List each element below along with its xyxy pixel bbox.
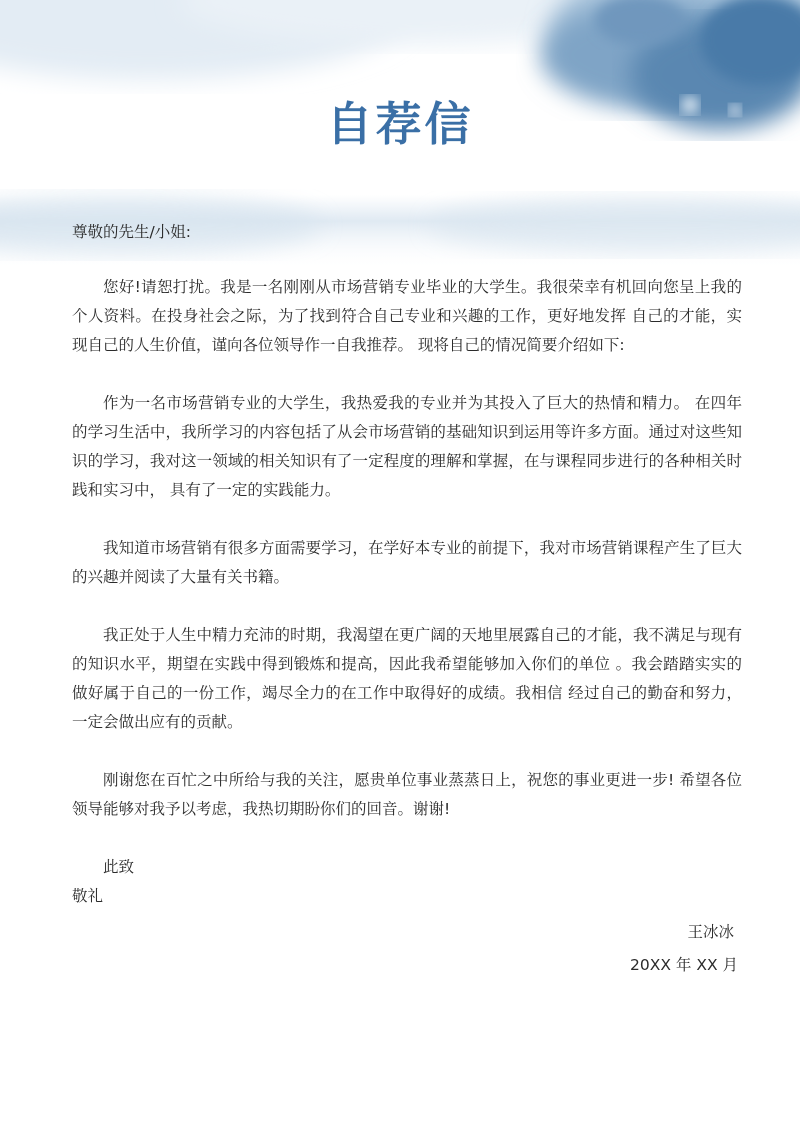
paragraph-interest: 我知道市场营销有很多方面需要学习，在学好本专业的前提下，我对市场营销课程产生了巨大的兴趣并阅读了大量有关书籍。 bbox=[72, 539, 742, 586]
letter-body bbox=[72, 218, 742, 911]
signature-block bbox=[630, 918, 738, 980]
signature-date: 20XX 年 XX 月 bbox=[630, 956, 738, 974]
signature-name: 王冰冰 bbox=[687, 923, 734, 941]
closing-line-2: 敬礼 bbox=[72, 887, 104, 905]
salutation: 尊敬的先生/小姐: bbox=[72, 223, 191, 241]
paragraph-aspiration: 我正处于人生中精力充沛的时期，我渴望在更广阔的天地里展露自己的才能，我不满足与现有的知识水平，期望在实践中得到锻炼和提高，因此我希望能够加入你们的单位 。我会踏踏实实的做好属于自己的一份工作，竭尽全力的在工作中取得好的成绩。我相信 经过自己的勤奋和努力，一定会做出应有的贡献。 bbox=[72, 626, 742, 731]
paragraph-thanks: 刚谢您在百忙之中所给与我的关注，愿贵单位事业蒸蒸日上，祝您的事业更进一步! 希望各位领导能够对我予以考虑，我热切期盼你们的回音。谢谢! bbox=[72, 771, 742, 818]
paragraph-intro: 您好!请恕打扰。我是一名刚刚从市场营销专业毕业的大学生。我很荣幸有机回向您呈上我的个人资料。在投身社会之际，为了找到符合自己专业和兴趣的工作，更好地发挥 自己的才能，实现自己的人生价值，谨向各位领导作一自我推荐。 现将自己的情况简要介绍如下: bbox=[72, 278, 742, 354]
paragraph-study: 作为一名市场营销专业的大学生，我热爱我的专业并为其投入了巨大的热情和精力。 在四年的学习生活中，我所学习的内容包括了从会市场营销的基础知识到运用等许多方面。通过对这些知识的学习，我对这一领域的相关知识有了一定程度的理解和掌握，在与课程同步进行的各种相关时践和实习中， 具有了一定的实践能力。 bbox=[72, 394, 742, 499]
closing-line-1: 此致 bbox=[103, 858, 135, 876]
page-title: 自荐信 bbox=[326, 97, 474, 151]
